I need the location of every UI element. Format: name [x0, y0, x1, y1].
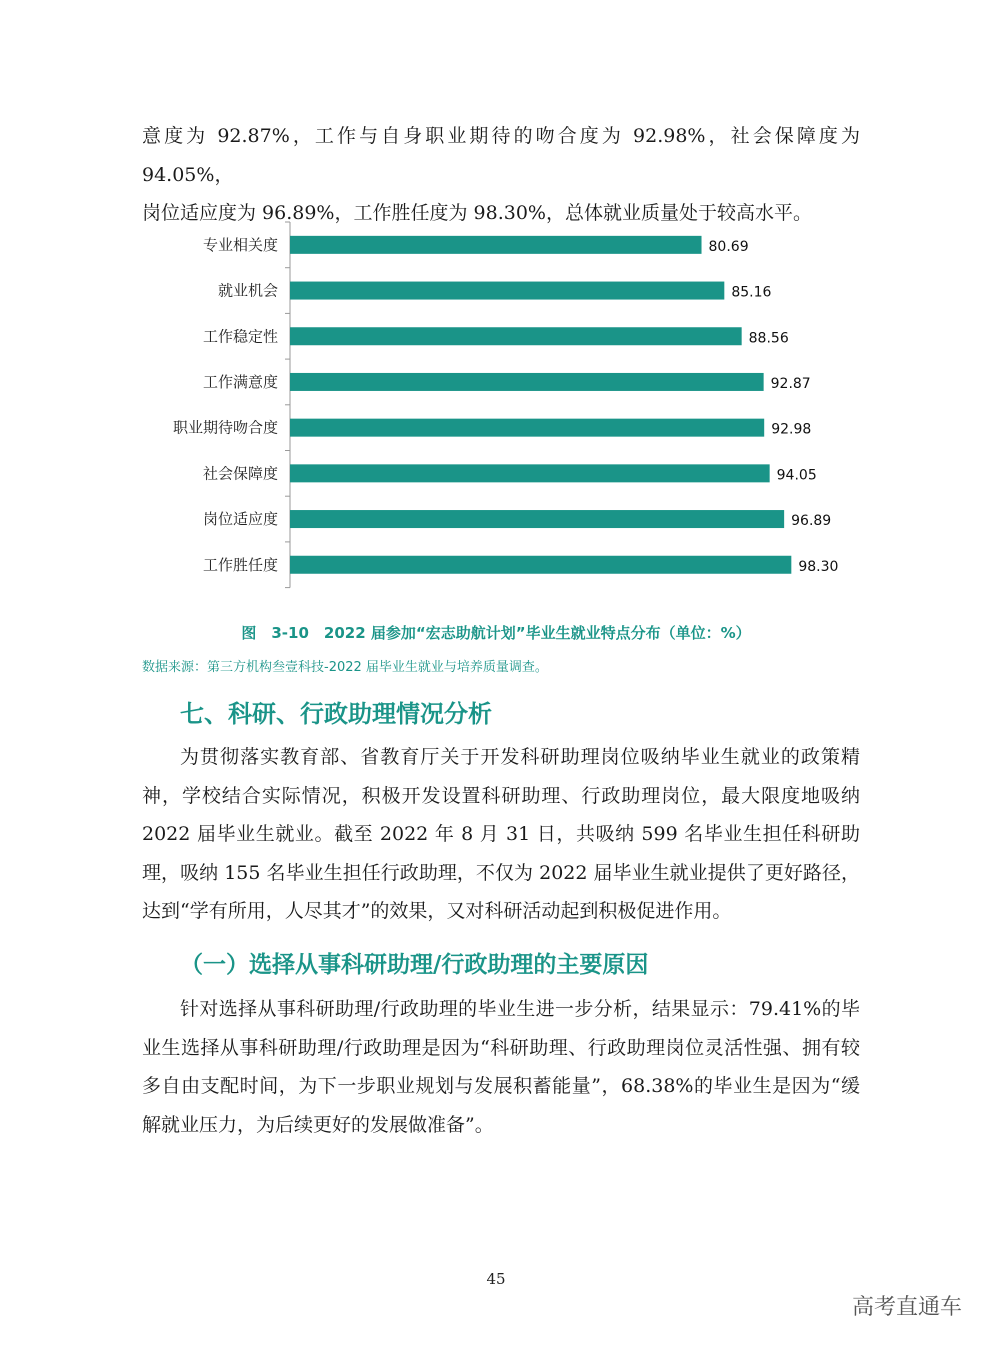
bar [290, 327, 742, 345]
value-label: 92.98 [771, 421, 812, 438]
intro-line-1: 意度为 92.87%，工作与自身职业期待的吻合度为 92.98%，社会保障度为 94.05%， [142, 125, 860, 186]
value-label: 88.56 [748, 330, 789, 347]
bar [290, 282, 724, 300]
value-label: 96.89 [791, 513, 832, 530]
section-heading: 七、科研、行政助理情况分析 [180, 700, 492, 728]
value-label: 92.87 [770, 375, 811, 392]
category-label: 岗位适应度 [202, 510, 278, 529]
watermark: 高考直通车 [851, 1295, 962, 1320]
bar [290, 556, 791, 574]
category-label: 就业机会 [217, 281, 278, 300]
bar [290, 510, 784, 528]
category-label: 工作满意度 [202, 372, 278, 391]
bar [290, 373, 764, 391]
category-label: 工作稳定性 [202, 327, 278, 346]
value-label: 80.69 [708, 238, 749, 255]
section-paragraph: 为贯彻落实教育部、省教育厅关于开发科研助理岗位吸纳毕业生就业的政策精神，学校结合实际情况，积极开发设置科研助理、行政助理岗位，最大限度地吸纳 2022 届毕业生就业。截至 2022 年 8 月 31 日，共吸纳 599 名毕业生担任科研助理，吸纳 155 名毕业生担任行政助理，不仅为 2022 届毕业生就业提供了更好路径，达到“学有所用，人尽其才”的效果，又对科研活动起到积极促进作用。 [142, 746, 860, 922]
bar [290, 236, 702, 254]
bar [290, 419, 764, 437]
category-label: 社会保障度 [202, 464, 278, 483]
figure-source: 数据来源：第三方机构叁壹科技-2022 届毕业生就业与培养质量调查。 [142, 660, 548, 675]
category-label: 职业期待吻合度 [172, 418, 278, 437]
category-label: 专业相关度 [202, 235, 278, 254]
bar [290, 464, 770, 482]
figure-caption: 图 3-10 2022 届参加“宏志助航计划”毕业生就业特点分布（单位：%） [241, 624, 751, 642]
subsection-heading: （一）选择从事科研助理/行政助理的主要原因 [180, 952, 649, 978]
page-number: 45 [486, 1270, 506, 1288]
intro-line-2: 岗位适应度为 96.89%，工作胜任度为 98.30%，总体就业质量处于较高水平。 [142, 202, 812, 224]
subsection-paragraph: 针对选择从事科研助理/行政助理的毕业生进一步分析，结果显示：79.41%的毕业生选择从事科研助理/行政助理是因为“科研助理、行政助理岗位灵活性强、拥有较多自由支配时间，为下一步职业规划与发展积蓄能量”，68.38%的毕业生是因为“缓解就业压力，为后续更好的发展做准备”。 [142, 998, 860, 1136]
value-label: 85.16 [731, 284, 772, 301]
category-label: 工作胜任度 [202, 555, 278, 574]
bar-chart [150, 212, 839, 588]
value-label: 94.05 [776, 467, 817, 484]
value-label: 98.30 [798, 558, 839, 575]
